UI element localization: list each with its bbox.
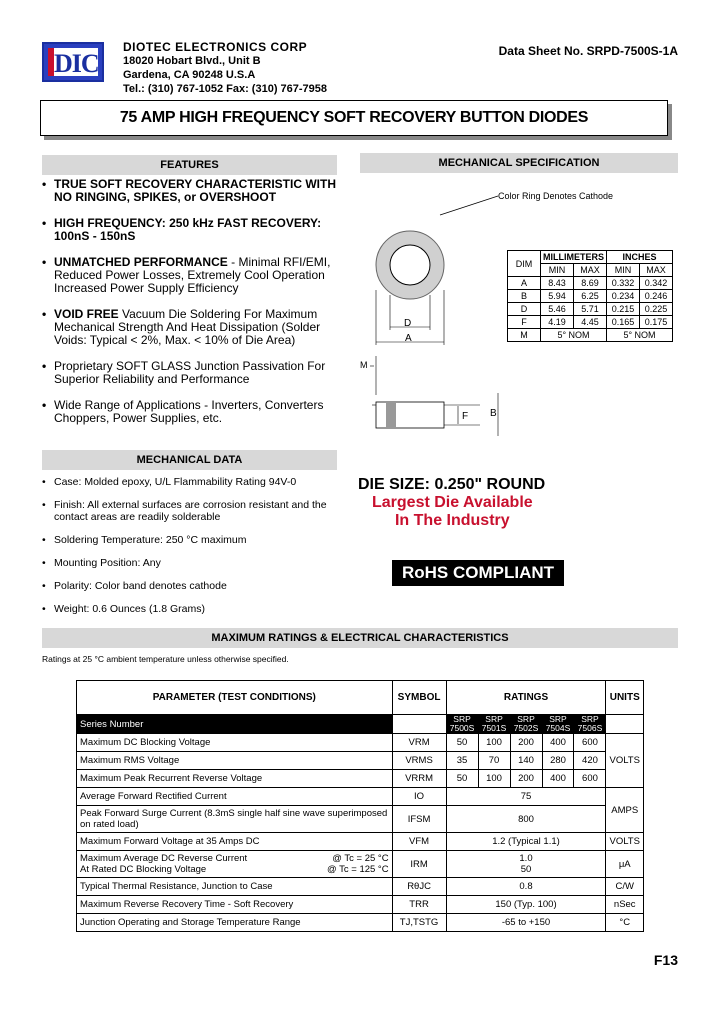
list-item: • Case: Molded epoxy, U/L Flammability Rating 94V-0 [42,476,342,488]
company-address-2: Gardena, CA 90248 U.S.A [123,69,256,81]
table-row: Junction Operating and Storage Temperature Range TJ,TSTG -65 to +150 °C [77,914,644,932]
dimensions-table: DIM MILLIMETERS INCHES MIN MAX MIN MAX A 8.43 8.69 0.332 0.342 B 5.94 6.25 0.234 0.246 D 5.46 5.71 0.215 0.225 F 4.19 4.45 0.165 0.175 M 5° NOM 5° NOM [507,250,673,342]
company-phone: Tel.: (310) 767-1052 Fax: (310) 767-7958 [123,83,328,95]
company-block [123,40,327,96]
logo-text: DIC [54,49,99,78]
table-row: A 8.43 8.69 0.332 0.342 [508,277,673,290]
list-item: • Polarity: Color band denotes cathode [42,580,342,592]
ratings-note: Ratings at 25 °C ambient temperature unless otherwise specified. [42,654,289,664]
feature-item: • VOID FREE Vacuum Die Soldering For Maximum Mechanical Strength And Heat Dissipation (Solder Voids: Typical < 2%, Max. < 10% of Die Area) [42,308,352,347]
table-row: D 5.46 5.71 0.215 0.225 [508,303,673,316]
ratings-table: PARAMETER (TEST CONDITIONS) SYMBOL RATINGS UNITS Series Number SRP 7500S SRP 7501S SRP 7502S SRP 7504S SRP 7506S Maximum DC Blocking Voltage VRM 50 100 200 400 600 VOLTS Maximum RMS Voltage VRMS 35 70 140 280 420 Maximum Peak Recurrent Reverse Voltage VRRM 50 100 200 400 600 Average Forward Rectified Current IO 75 AMPS Peak Forward Surge Current (8.3mS single half sine wave superimposed on rated load) IFSM 800 Maximum Forward Voltage at 35 Amps DC VFM 1.2 (Typical 1.1) VOLTS Maximum Average DC Reverse Current @ Tc = 25 °C At Rated DC Blocking Voltage @ Tc = 125 °C IRM 1.0 50 μA Typical Thermal Resistance, Junction to Case RθJC 0.8 C/W Maximum Reverse Recovery Time - Soft Recovery TRR 150 (Typ. 100) nSec Junction Operating and Storage Temperature Range TJ,TSTG -65 to +150 °C [76,680,644,932]
list-item: • Mounting Position: Any [42,557,342,569]
table-row: Typical Thermal Resistance, Junction to Case RθJC 0.8 C/W [77,878,644,896]
rohs-badge: RoHS COMPLIANT [392,560,564,586]
diode-drawing [350,180,510,440]
table-row: Maximum Peak Recurrent Reverse Voltage VRRM 50 100 200 400 600 [77,770,644,788]
die-size: DIE SIZE: 0.250" ROUND [358,476,546,493]
table-row: Maximum RMS Voltage VRMS 35 70 140 280 420 [77,752,644,770]
feature-item: • UNMATCHED PERFORMANCE - Minimal RFI/EMI, Reduced Power Losses, Extremely Cool Operation Increased Power Supply Efficiency [42,256,352,295]
company-address-1: 18020 Hobart Blvd., Unit B [123,55,261,67]
list-item: • Soldering Temperature: 250 °C maximum [42,534,342,546]
table-row: F 4.19 4.45 0.165 0.175 [508,316,673,329]
list-item: • Finish: All external surfaces are corrosion resistant and the contact areas are readily solderable [42,499,342,523]
table-row: B 5.94 6.25 0.234 0.246 [508,290,673,303]
series-row: Series Number SRP 7500S SRP 7501S SRP 7502S SRP 7504S SRP 7506S [77,715,644,734]
company-name: DIOTEC ELECTRONICS CORP [123,40,308,54]
page-number: F13 [653,952,678,968]
mechanical-spec-heading: MECHANICAL SPECIFICATION [360,153,678,173]
table-row: M 5° NOM 5° NOM [508,329,673,342]
mechanical-data-heading: MECHANICAL DATA [42,450,337,470]
features-list [42,178,352,438]
feature-item: • TRUE SOFT RECOVERY CHARACTERISTIC WITH NO RINGING, SPIKES, or OVERSHOOT [42,178,352,204]
dim-label-f: F [462,411,469,422]
list-item: • Weight: 0.6 Ounces (1.8 Grams) [42,603,342,615]
cathode-callout: Color Ring Denotes Cathode [498,191,614,201]
document-title: 75 AMP HIGH FREQUENCY SOFT RECOVERY BUTTON DIODES [40,100,668,136]
features-heading: FEATURES [42,155,337,175]
table-row: Average Forward Rectified Current IO 75 AMPS [77,788,644,806]
table-row: Maximum DC Blocking Voltage VRM 50 100 200 400 600 VOLTS [77,734,644,752]
dim-label-d: D [404,318,412,329]
table-row: Maximum Reverse Recovery Time - Soft Recovery TRR 150 (Typ. 100) nSec [77,896,644,914]
table-row: Peak Forward Surge Current (8.3mS single half sine wave superimposed on rated load) IFSM 800 [77,806,644,833]
largest-die-note: Largest Die Available In The Industry [372,494,533,529]
ratings-heading: MAXIMUM RATINGS & ELECTRICAL CHARACTERISTICS [42,628,678,648]
dim-label-m: M [360,360,368,370]
feature-item: • HIGH FREQUENCY: 250 kHz FAST RECOVERY: 100nS - 150nS [42,217,352,243]
dim-label-b: B [490,408,497,419]
table-row: Maximum Forward Voltage at 35 Amps DC VFM 1.2 (Typical 1.1) VOLTS [77,833,644,851]
dim-label-a: A [405,333,412,344]
table-row: Maximum Average DC Reverse Current @ Tc = 25 °C At Rated DC Blocking Voltage @ Tc = 125 °C IRM 1.0 50 μA [77,851,644,878]
feature-item: • Proprietary SOFT GLASS Junction Passivation For Superior Reliability and Performance [42,360,352,386]
mechanical-data-list [42,476,342,626]
company-logo [42,42,104,82]
feature-item: • Wide Range of Applications - Inverters, Converters Choppers, Power Supplies, etc. [42,399,352,425]
datasheet-number: Data Sheet No. SRPD-7500S-1A [498,44,678,58]
